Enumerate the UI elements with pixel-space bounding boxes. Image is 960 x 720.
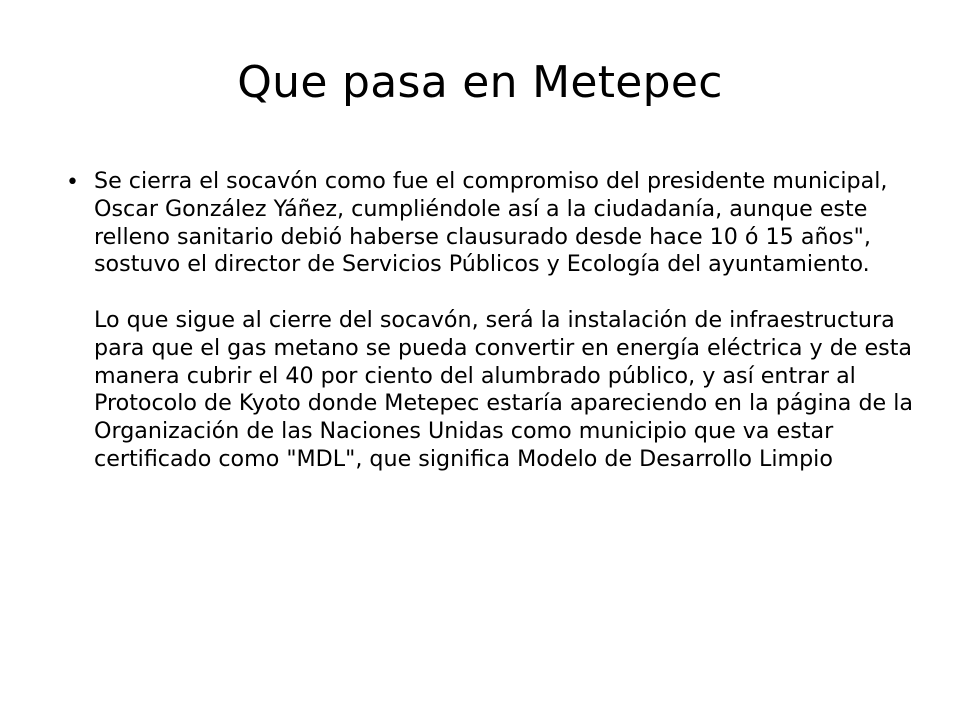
- bullet-item: [66, 168, 916, 474]
- bullet-icon: •: [66, 170, 79, 195]
- slide-content: [66, 168, 916, 474]
- bullet-paragraph-2: Lo que sigue al cierre del socavón, será la instalación de infraestructura para que el gas metano se pueda convertir en energía eléctrica y de esta manera cubrir el 40 por ciento del alumbrado público, y así entrar al Protocolo de Kyoto donde Metepec estaría apareciendo en la página de la Organización de las Naciones Unidas como municipio que va estar certificado como "MDL", que significa Modelo de Desarrollo Limpio: [94, 306, 913, 472]
- bullet-paragraph-1: Se cierra el socavón como fue el compromiso del presidente municipal, Oscar González Yáñez, cumpliéndole así a la ciudadanía, aunque este relleno sanitario debió haberse clausurado desde hace 10 ó 15 años", sostuvo el director de Servicios Públicos y Ecología del ayuntamiento.: [94, 168, 888, 278]
- slide-title: Que pasa en Metepec: [237, 57, 723, 108]
